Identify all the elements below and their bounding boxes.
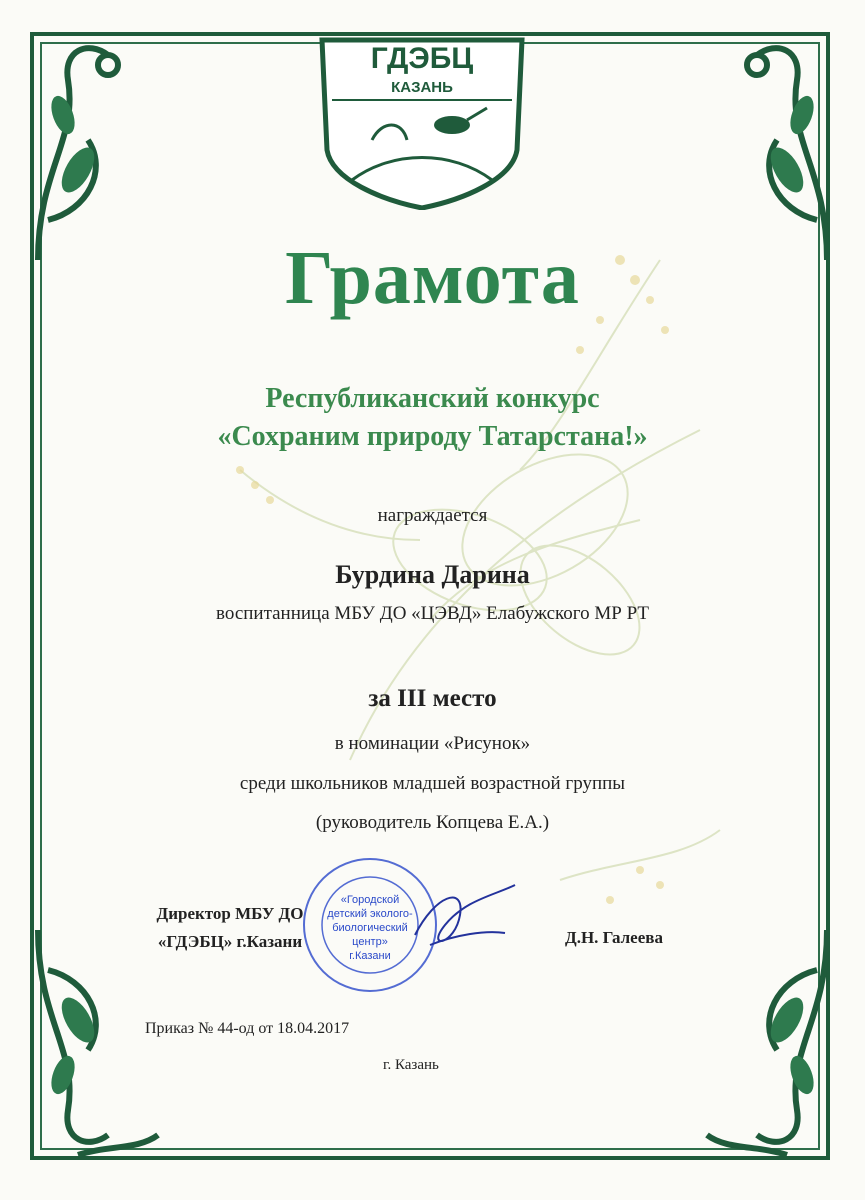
contest-line-1: Республиканский конкурс — [265, 383, 600, 414]
certificate-title: Грамота — [285, 236, 580, 320]
handwritten-signature-icon — [405, 875, 520, 960]
award-group: среди школьников младшей возрастной группы — [239, 773, 626, 794]
recipient-name: Бурдина Дарина — [335, 560, 530, 589]
contest-name — [0, 380, 865, 456]
stamp-line-2: детский эколого- — [327, 908, 413, 920]
stamp-line-1: «Городской — [340, 894, 400, 906]
stamp-line-5: г.Казани — [349, 950, 391, 962]
stamp-line-3: биологический — [332, 922, 408, 934]
stamp-line-4: центр» — [352, 936, 388, 948]
order-reference: Приказ № 44-од от 18.04.2017 — [145, 1020, 350, 1037]
signatory-name: Д.Н. Галеева — [565, 928, 663, 947]
signatory-position-line-2: «ГДЭБЦ» г.Казани — [157, 932, 303, 951]
ornament-bottom-right-icon — [697, 910, 847, 1180]
awarded-label: награждается — [377, 505, 488, 526]
logo-title: ГДЭБЦ — [370, 42, 474, 75]
logo-city: КАЗАНЬ — [391, 79, 453, 96]
contest-line-2: «Сохраним природу Татарстана!» — [217, 421, 648, 452]
signatory-position-line-1: Директор МБУ ДО — [156, 904, 304, 923]
award-place: за III место — [368, 685, 497, 712]
organization-logo — [312, 30, 532, 210]
recipient-description: воспитанница МБУ ДО «ЦЭВД» Елабужского МР РТ — [216, 603, 649, 624]
award-nomination: в номинации «Рисунок» — [334, 733, 531, 754]
award-supervisor: (руководитель Копцева Е.А.) — [315, 812, 550, 833]
issue-city: г. Казань — [383, 1057, 439, 1073]
